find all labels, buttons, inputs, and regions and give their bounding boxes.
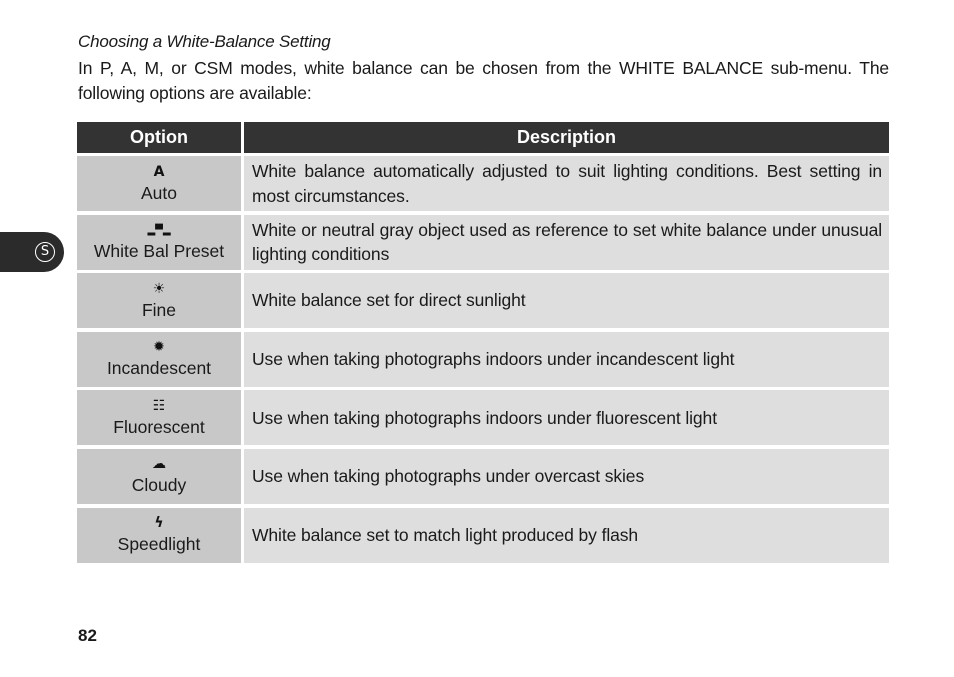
description-cell <box>244 390 889 445</box>
description-text: Use when taking photographs indoors under fluorescent light <box>252 407 717 428</box>
auto-a-icon: A <box>153 163 165 180</box>
option-cell <box>77 273 241 328</box>
table-row <box>77 332 889 387</box>
option-cell <box>77 449 241 504</box>
table-header <box>77 122 889 153</box>
preset-icon: ▂▀▂ <box>147 225 171 237</box>
fluorescent-tube-icon: ☷ <box>152 397 166 414</box>
shooting-mode-icon: S <box>35 242 55 262</box>
description-cell <box>244 273 889 328</box>
option-label: White Bal Preset <box>93 241 225 262</box>
section-heading: Choosing a White-Balance Setting <box>78 32 331 51</box>
intro-paragraph: In P, A, M, or CSM modes, white balance can be chosen from the WHITE BALANCE sub-menu. The following options are available: <box>78 58 889 103</box>
option-label: Cloudy <box>131 475 187 496</box>
description-cell <box>244 508 889 563</box>
cloud-icon: ☁ <box>152 456 166 473</box>
description-text: White or neutral gray object used as reference to set white balance under unusual lighting conditions <box>252 219 882 265</box>
table-row <box>77 508 889 563</box>
table-row <box>77 215 889 270</box>
description-cell <box>244 332 889 387</box>
section-tab <box>0 232 64 272</box>
option-label: Incandescent <box>106 358 212 379</box>
option-label: Fine <box>141 299 177 320</box>
description-text: Use when taking photographs indoors under incandescent light <box>252 349 735 370</box>
option-cell <box>77 390 241 445</box>
table-row <box>77 390 889 445</box>
description-text: White balance set to match light produced by flash <box>252 524 639 545</box>
header-option: Option <box>77 122 241 153</box>
white-balance-table <box>77 122 889 566</box>
option-cell <box>77 332 241 387</box>
option-cell <box>77 156 241 211</box>
option-cell <box>77 508 241 563</box>
option-label: Auto <box>141 182 177 203</box>
page-number: 82 <box>78 626 97 645</box>
table-row <box>77 449 889 504</box>
table-row <box>77 273 889 328</box>
sun-icon: ☀ <box>152 280 166 297</box>
description-cell <box>244 449 889 504</box>
option-label: Fluorescent <box>113 416 205 437</box>
description-text: White balance automatically adjusted to suit lighting conditions. Best setting in most circumstances. <box>252 161 882 206</box>
option-label: Speedlight <box>117 534 201 555</box>
description-text: Use when taking photographs under overcast skies <box>252 466 645 487</box>
option-cell <box>77 215 241 270</box>
table-row <box>77 156 889 211</box>
description-cell <box>244 156 889 211</box>
description-text: White balance set for direct sunlight <box>252 290 526 311</box>
flash-bolt-icon: ϟ <box>154 515 164 532</box>
description-cell <box>244 215 889 270</box>
incandescent-bulb-icon: ✹ <box>153 339 165 356</box>
header-description: Description <box>244 122 889 153</box>
